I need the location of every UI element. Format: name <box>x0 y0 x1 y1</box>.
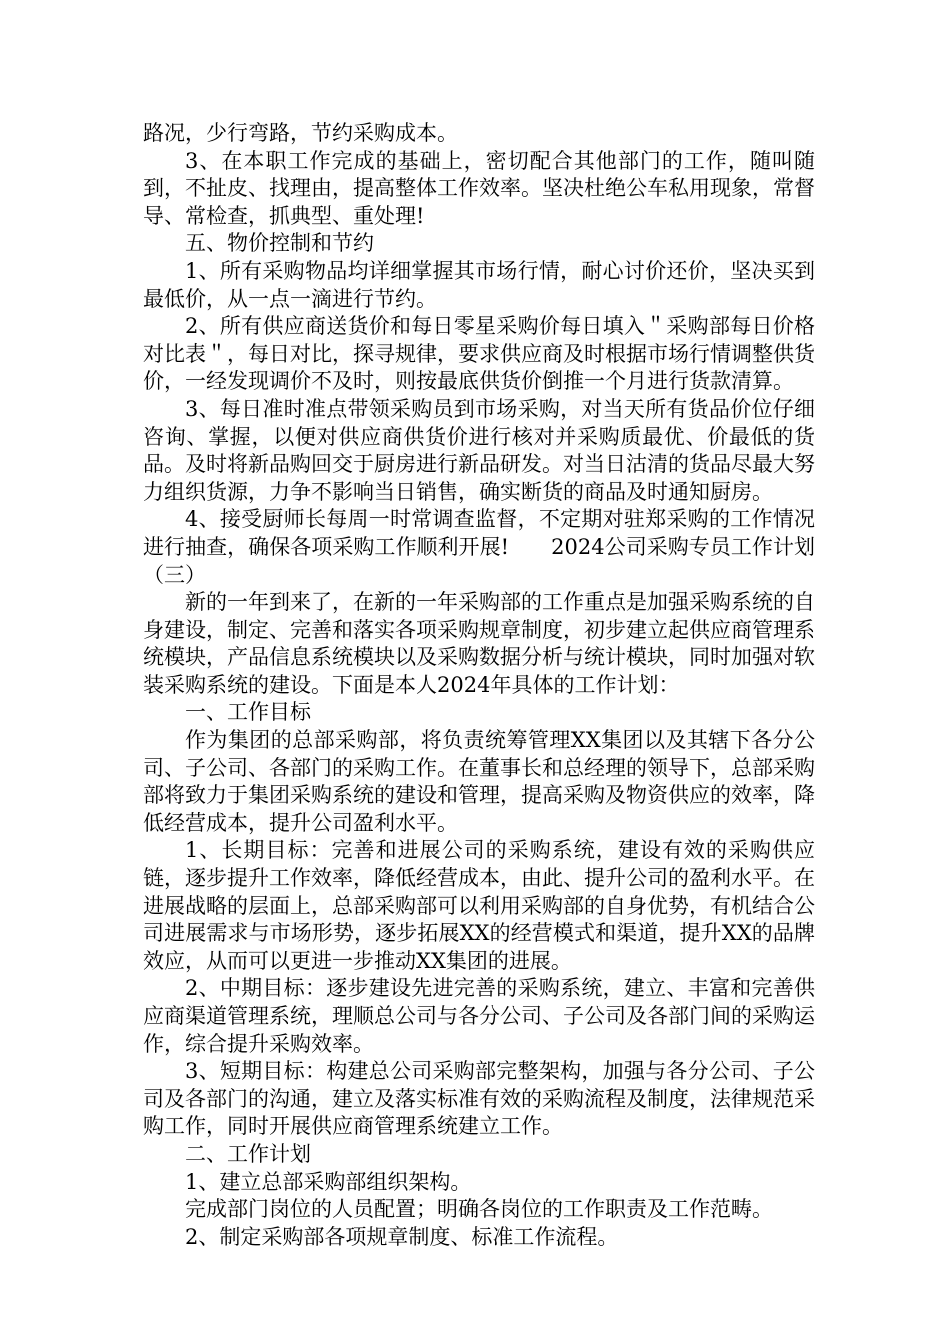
paragraph-goals-overview: 作为集团的总部采购部，将负责统筹管理XX集团以及其辖下各分公司、子公司、各部门的采购工作。在董事长和总经理的领导下，总部采购部将致力于集团采购系统的建设和管理，提高采购及物资供应的效率，降低经营成本，提升公司盈利水平。 <box>143 728 815 835</box>
paragraph-continuation: 路况，少行弯路，节约采购成本。 <box>143 121 458 145</box>
paragraph-item-2: 2、所有供应商送货价和每日零星采购价每日填入＂采购部每日价格对比表＂，每日对比，探寻规律，要求供应商及时根据市场行情调整供货价，一经发现调价不及时，则按最底供货价倒推一个月进行货款清算。 <box>143 314 815 394</box>
paragraph-item-3: 3、在本职工作完成的基础上，密切配合其他部门的工作，随叫随到，不扯皮、找理由，提高整体工作效率。坚决杜绝公车私用现象，常督导、常检查，抓典型、重处理! <box>143 148 815 228</box>
paragraph-short-term-goal: 3、短期目标：构建总公司采购部完整架构，加强与各分公司、子公司及各部门的沟通，建立及落实标准有效的采购流程及制度，法律规范采购工作，同时开展供应商管理系统建立工作。 <box>143 1059 815 1139</box>
section-heading-work-plan: 二、工作计划 <box>185 1141 311 1166</box>
paragraph-plan-item-2: 2、制定采购部各项规章制度、标准工作流程。 <box>185 1224 619 1249</box>
paragraph-intro: 新的一年到来了，在新的一年采购部的工作重点是加强采购系统的自身建设，制定、完善和落实各项采购规章制度，初步建立起供应商管理系统模块，产品信息系统模块以及采购数据分析与统计模块，同时加强对软装采购系统的建设。下面是本人2024年具体的工作计划： <box>143 590 815 697</box>
paragraph-plan-item-1: 1、建立总部采购部组织架构。 <box>185 1169 472 1194</box>
paragraph-item-3b: 3、每日准时准点带领采购员到市场采购，对当天所有货品价位仔细咨询、掌握，以便对供应商供货价进行核对并采购质最优、价最低的货品。及时将新品购回交于厨房进行新品研发。对当日沽清的货品尽最大努力组织货源，力争不影响当日销售，确实断货的商品及时通知厨房。 <box>143 396 815 504</box>
paragraph-mid-term-goal: 2、中期目标：逐步建设先进完善的采购系统，建立、丰富和完善供应商渠道管理系统，理顺总公司与各分公司、子公司及各部门间的采购运作，综合提升采购效率。 <box>143 976 815 1056</box>
paragraph-plan-staffing: 完成部门岗位的人员配置；明确各岗位的工作职责及工作范畴。 <box>185 1197 773 1222</box>
paragraph-long-term-goal: 1、长期目标：完善和进展公司的采购系统，建设有效的采购供应链，逐步提升工作效率，降低经营成本，由此、提升公司的盈利水平。在进展战略的层面上，总部采购部可以利用采购部的自身优势，有机结合公司进展需求与市场形势，逐步拓展XX的经营模式和渠道，提升XX的品牌效应，从而可以更进一步推动XX集团的进展。 <box>143 838 815 973</box>
paragraph-item-1: 1、所有采购物品均详细掌握其市场行情，耐心讨价还价，坚决买到最低价，从一点一滴进行节约。 <box>143 258 815 311</box>
section-heading-goals: 一、工作目标 <box>185 700 311 725</box>
paragraph-item-4: 4、接受厨师长每周一时常调查监督，不定期对驻郑采购的工作情况进行抽查，确保各项采购工作顺利开展! 2024公司采购专员工作计划（三） <box>143 507 815 587</box>
document-page <box>143 120 815 1251</box>
section-heading-price-control: 五、物价控制和节约 <box>185 231 374 256</box>
